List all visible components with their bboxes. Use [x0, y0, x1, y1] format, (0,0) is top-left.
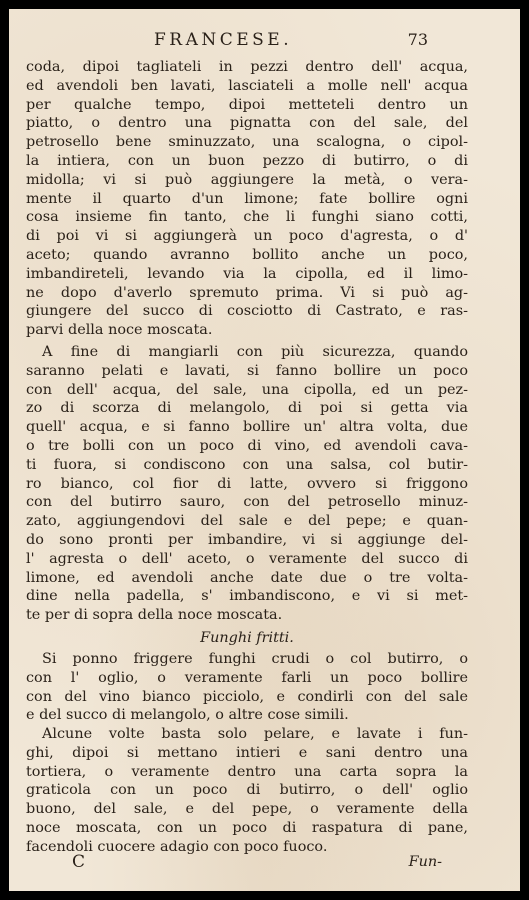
text-line: quell' acqua, e si fanno bollire un' altra volta, due: [26, 419, 468, 436]
paragraph-continuation: [26, 58, 468, 340]
text-line: Si ponno friggere funghi crudi o col butirro, o: [42, 650, 468, 667]
text-line: per qualche tempo, dipoi metteteli dentro un: [26, 96, 468, 113]
paragraph-baking: [26, 725, 468, 857]
section-title: Funghi fritti.: [200, 629, 294, 646]
text-line: coda, dipoi tagliateli in pezzi dentro dell' acqua,: [26, 59, 468, 75]
text-line: con dell' acqua, del sale, una cipolla, ed un pez-: [26, 381, 468, 398]
signature-mark: C: [72, 852, 86, 872]
text-line: limone, ed avendoli anche date due o tre volta-: [26, 569, 468, 586]
text-line: di poi vi si aggiungerà un poco d'agresta, o d': [26, 228, 468, 245]
text-line: cosa insieme fin tanto, che li funghi siano cotti,: [26, 209, 468, 226]
body-text: [26, 58, 468, 857]
text-line: parvi della noce moscata.: [26, 322, 213, 339]
running-head: [9, 29, 520, 51]
page-footer: [9, 851, 520, 873]
text-line: ne dopo d'averlo spremuto prima. Vi si può ag-: [26, 284, 468, 301]
text-line: zo di scorza di melangolo, di poi si getta via: [26, 400, 468, 417]
text-line: ti fuora, si condiscono con una salsa, col butir-: [26, 456, 468, 473]
text-line: midolla; vi si può aggiungere la metà, o vera-: [26, 171, 468, 188]
book-page: [9, 9, 520, 891]
text-line: te per di sopra della noce moscata.: [26, 607, 283, 624]
text-line: ro bianco, col fior di latte, ovvero si friggono: [26, 475, 468, 492]
text-line: graticola con un poco di butirro, o dell' oglio: [26, 782, 468, 799]
running-head-title: FRANCESE.: [154, 30, 293, 50]
text-line: la intiera, con un buon pezzo di butirro, o di: [26, 152, 468, 169]
text-line: giungere del succo di cosciotto di Castrato, e ras-: [26, 303, 468, 320]
text-line: zato, aggiungendovi del sale e del pepe; e quan-: [26, 513, 468, 530]
text-line: con l' oglio, o veramente farli un poco bollire: [26, 669, 468, 686]
text-line: e del succo di melangolo, o altre cose simili.: [26, 707, 349, 724]
text-line: tortiera, o veramente dentro una carta sopra la: [26, 763, 468, 780]
text-line: petrosello bene sminuzzato, una scalogna, o cipol-: [26, 134, 468, 151]
text-line: imbandireteli, levando via la cipolla, ed il limo-: [26, 265, 468, 282]
text-line: facendoli cuocere adagio con poco fuoco.: [26, 838, 328, 855]
text-line: A fine di mangiarli con più sicurezza, quando: [42, 343, 468, 360]
text-line: con del vino bianco picciolo, e condirli con del sale: [26, 688, 468, 705]
text-line: Alcune volte basta solo pelare, e lavate i fun-: [42, 726, 468, 743]
text-line: mente il quarto d'un limone; fate bollire ogni: [26, 190, 468, 207]
page-number: 73: [407, 30, 428, 49]
paragraph-frying: [26, 650, 468, 725]
text-line: noce moscata, con un poco di raspatura di pane,: [26, 820, 468, 837]
text-line: buono, del sale, e del pepe, o veramente della: [26, 801, 468, 818]
text-line: dine nella padella, s' imbandiscono, e vi si met-: [26, 588, 468, 605]
catchword: Fun-: [408, 854, 442, 870]
text-line: ghi, dipoi si mettano intieri e sani dentro una: [26, 744, 468, 761]
text-line: aceto; quando avranno bollito anche un poco,: [26, 246, 468, 263]
text-line: piatto, o dentro una pignatta con del sale, del: [26, 115, 468, 132]
text-line: ed avendoli ben lavati, lasciateli a molle nell' acqua: [26, 77, 468, 94]
text-line: saranno pelati e lavati, si fanno bollire un poco: [26, 362, 468, 379]
paragraph-cooking-safely: [26, 343, 468, 625]
text-line: do sono pronti per imbandire, vi si aggiunge del-: [26, 531, 468, 548]
text-line: o tre bolli con un poco di vino, ed avendoli cava-: [26, 437, 468, 454]
text-line: l' agresta o dell' aceto, o veramente del succo di: [26, 550, 468, 567]
text-line: con del butirro sauro, con del petrosello minuz-: [26, 494, 468, 511]
